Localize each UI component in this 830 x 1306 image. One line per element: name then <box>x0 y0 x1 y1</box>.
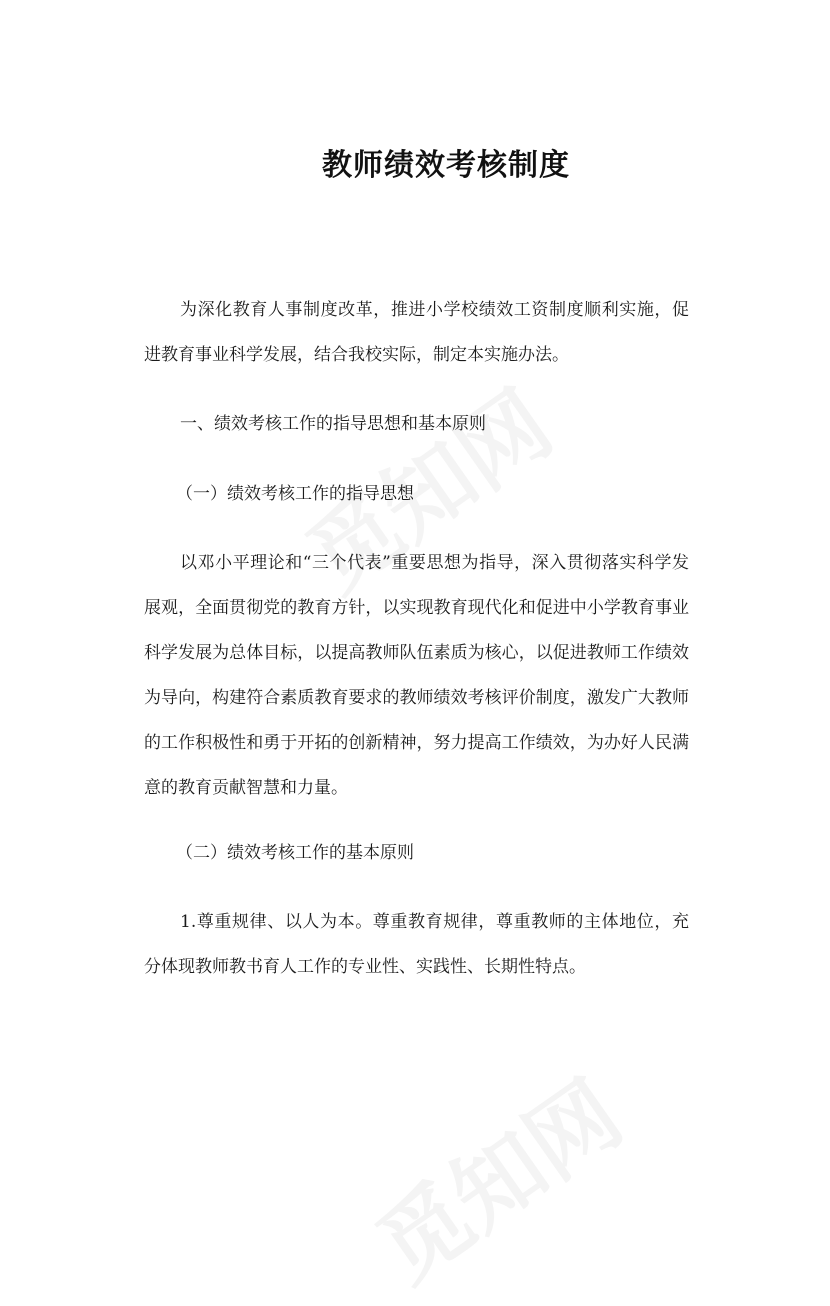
watermark <box>347 1044 643 1305</box>
document-title: 教师绩效考核制度 <box>322 148 570 183</box>
intro-paragraph: 为深化教育人事制度改革，推进小学校绩效工资制度顺利实施，促进教育事业科学发展，结合我校实际，制定本实施办法。 <box>144 300 689 365</box>
subsection-heading: （二）绩效考核工作的基本原则 <box>176 843 414 863</box>
guiding-thought-paragraph: 以邓小平理论和“三个代表”重要思想为指导，深入贯彻落实科学发展观，全面贯彻党的教育方针，以实现教育现代化和促进中小学教育事业科学发展为总体目标，以提高教师队伍素质为核心，以促进教师工作绩效为导向，构建符合素质教育要求的教师绩效考核评价制度，激发广大教师的工作积极性和勇于开拓的创新精神，努力提高工作绩效，为办好人民满意的教育贡献智慧和力量。 <box>144 553 689 798</box>
subsection-heading: （一）绩效考核工作的指导思想 <box>176 484 414 504</box>
section-heading: 一、绩效考核工作的指导思想和基本原则 <box>180 414 486 434</box>
principle-paragraph: 1.尊重规律、以人为本。尊重教育规律，尊重教师的主体地位，充分体现教师教书育人工作的专业性、实践性、长期性特点。 <box>144 912 689 977</box>
